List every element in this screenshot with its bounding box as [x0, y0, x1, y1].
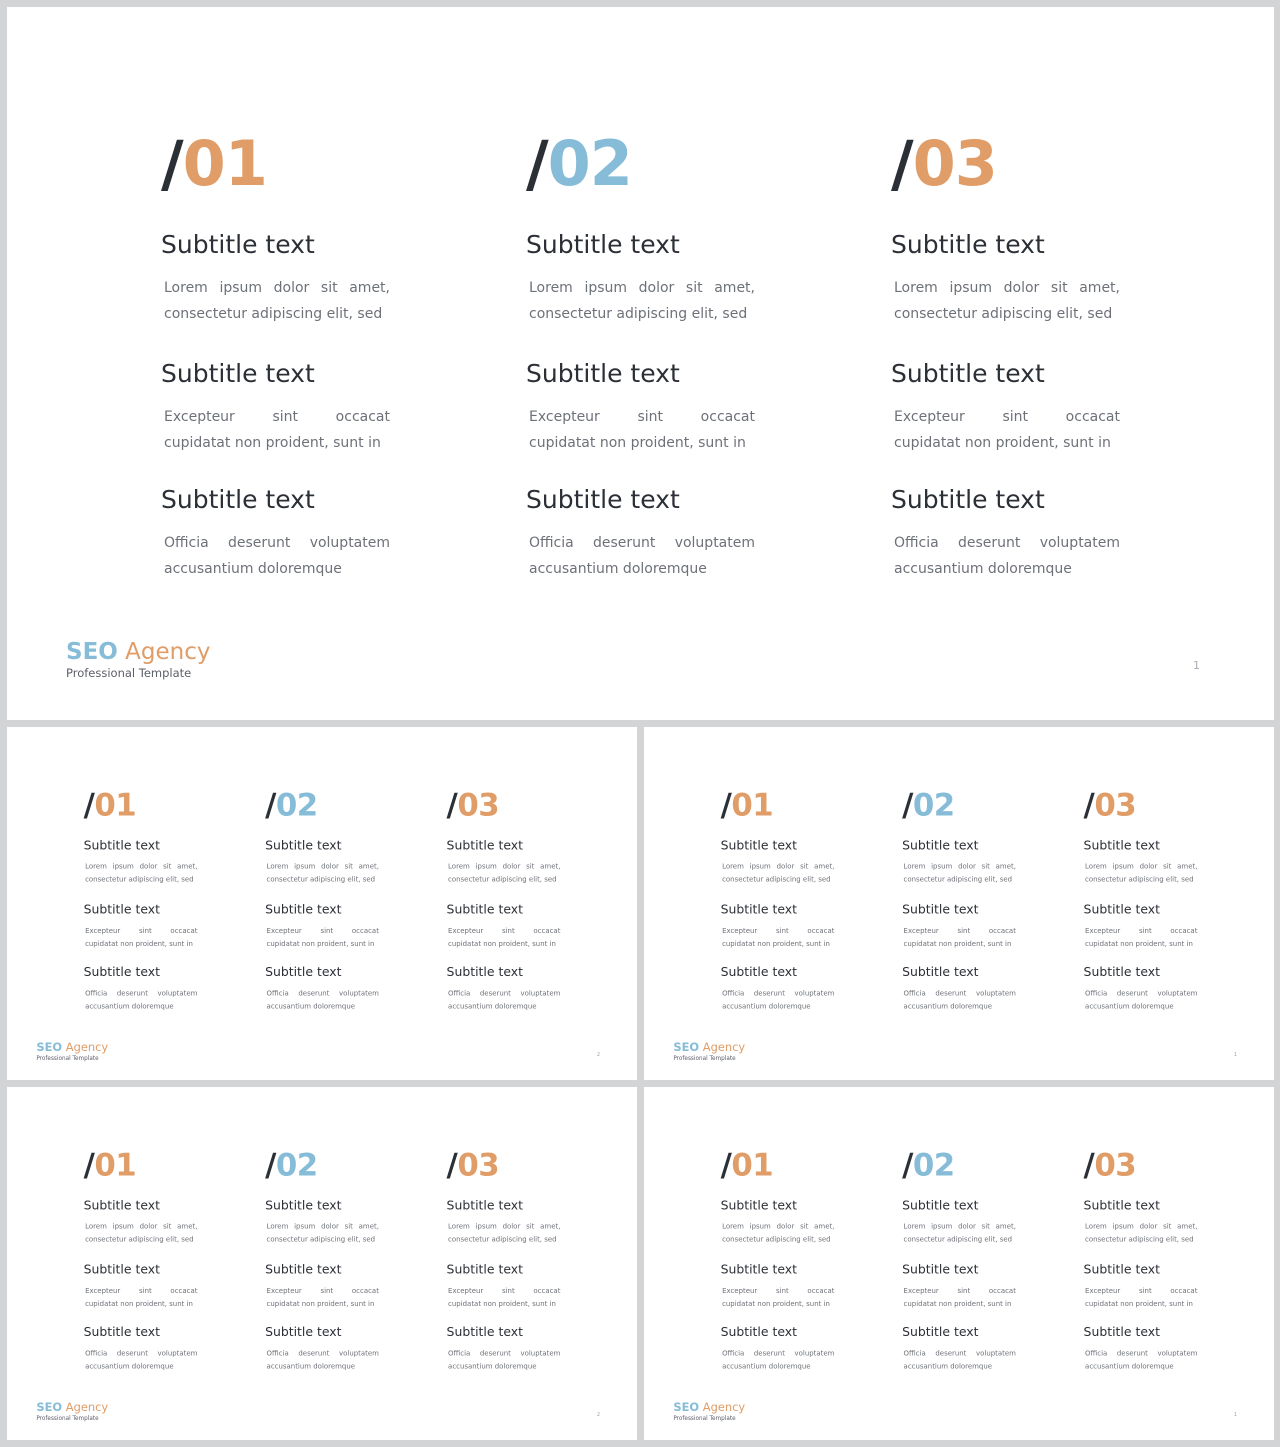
brand-agency: Agency [702, 1401, 746, 1415]
number-digits: 03 [912, 127, 997, 200]
subtitle-heading: Subtitle text [83, 1324, 161, 1340]
number-slash: / [161, 127, 183, 200]
subtitle-heading: Subtitle text [265, 1197, 342, 1213]
subtitle-heading: Subtitle text [891, 230, 1045, 259]
subtitle-heading: Subtitle text [265, 1262, 342, 1277]
subtitle-heading: Subtitle text [720, 1324, 798, 1340]
subtitle-heading: Subtitle text [1083, 837, 1161, 853]
body-text: Excepteur sint occacat cupidatat non proident, sunt in [722, 1286, 835, 1308]
section-number [891, 129, 997, 199]
number-digits: 01 [94, 1146, 137, 1183]
subtitle-heading: Subtitle text [902, 1262, 979, 1277]
number-slash: / [83, 1146, 95, 1183]
subtitle-heading: Subtitle text [446, 1262, 524, 1277]
number-slash: / [1083, 786, 1095, 823]
brand-agency: Agency [125, 639, 211, 665]
subtitle-heading: Subtitle text [83, 837, 161, 853]
body-text: Officia deserunt voluptatem accusantium doloremque [1085, 1349, 1198, 1371]
brand-logo [673, 1040, 745, 1055]
subtitle-heading: Subtitle text [161, 230, 315, 259]
subtitle-heading: Subtitle text [891, 485, 1045, 514]
body-text: Officia deserunt voluptatem accusantium doloremque [164, 535, 390, 577]
body-text: Excepteur sint occacat cupidatat non proident, sunt in [903, 1286, 1016, 1308]
subtitle-heading: Subtitle text [161, 359, 315, 388]
section-number [1084, 1148, 1137, 1183]
subtitle-heading: Subtitle text [1083, 1197, 1161, 1213]
body-text: Lorem ipsum dolor sit amet, consectetur adipiscing elit, sed [722, 1222, 835, 1244]
subtitle-heading: Subtitle text [83, 1262, 161, 1277]
body-text: Lorem ipsum dolor sit amet, consectetur adipiscing elit, sed [903, 862, 1016, 884]
body-text: Officia deserunt voluptatem accusantium doloremque [529, 535, 755, 577]
number-digits: 01 [731, 1146, 774, 1183]
subtitle-heading: Subtitle text [720, 837, 798, 853]
number-slash: / [446, 1146, 458, 1183]
number-slash: / [720, 786, 732, 823]
body-text: Lorem ipsum dolor sit amet, consectetur adipiscing elit, sed [448, 1222, 561, 1244]
body-text: Excepteur sint occacat cupidatat non proident, sunt in [903, 926, 1016, 948]
section-number [84, 788, 137, 823]
body-text: Officia deserunt voluptatem accusantium doloremque [722, 989, 835, 1011]
page-number: 1 [1233, 1411, 1238, 1418]
number-slash: / [446, 786, 458, 823]
body-text: Lorem ipsum dolor sit amet, consectetur adipiscing elit, sed [903, 1222, 1016, 1244]
slide-4-thumbnail[interactable] [7, 1087, 637, 1440]
brand-logo [66, 637, 210, 667]
body-text: Lorem ipsum dolor sit amet, consectetur adipiscing elit, sed [448, 862, 561, 884]
number-slash: / [265, 1146, 276, 1183]
subtitle-heading: Subtitle text [1083, 1324, 1161, 1340]
subtitle-heading: Subtitle text [1083, 1262, 1161, 1277]
slide-2-thumbnail[interactable] [7, 727, 637, 1080]
subtitle-heading: Subtitle text [902, 1324, 979, 1340]
subtitle-heading: Subtitle text [1083, 964, 1161, 980]
body-text: Officia deserunt voluptatem accusantium doloremque [903, 989, 1016, 1011]
body-text: Excepteur sint occacat cupidatat non proident, sunt in [266, 1286, 379, 1308]
brand-logo [36, 1400, 108, 1415]
body-text: Officia deserunt voluptatem accusantium doloremque [1085, 989, 1198, 1011]
body-text: Lorem ipsum dolor sit amet, consectetur adipiscing elit, sed [722, 862, 835, 884]
brand-agency: Agency [702, 1041, 746, 1055]
brand-tagline: Professional Template [66, 666, 192, 680]
number-slash: / [891, 127, 913, 200]
number-digits: 02 [547, 127, 632, 200]
body-text: Lorem ipsum dolor sit amet, consectetur adipiscing elit, sed [85, 862, 198, 884]
slide-5-thumbnail[interactable] [644, 1087, 1274, 1440]
body-text: Officia deserunt voluptatem accusantium doloremque [448, 1349, 561, 1371]
brand-agency: Agency [65, 1041, 109, 1055]
section-number [902, 1148, 955, 1183]
number-digits: 03 [1094, 786, 1137, 823]
body-text: Excepteur sint occacat cupidatat non proident, sunt in [85, 1286, 198, 1308]
number-digits: 01 [182, 127, 267, 200]
number-digits: 02 [912, 786, 955, 823]
section-number [526, 129, 632, 199]
subtitle-heading: Subtitle text [720, 902, 798, 917]
body-text: Excepteur sint occacat cupidatat non proident, sunt in [448, 1286, 561, 1308]
brand-seo: SEO [673, 1041, 700, 1055]
brand-logo [673, 1400, 745, 1415]
number-digits: 02 [275, 1146, 318, 1183]
body-text: Lorem ipsum dolor sit amet, consectetur adipiscing elit, sed [1085, 1222, 1198, 1244]
page-number: 2 [596, 1411, 601, 1418]
body-text: Lorem ipsum dolor sit amet, consectetur adipiscing elit, sed [266, 862, 379, 884]
subtitle-heading: Subtitle text [446, 1324, 524, 1340]
slide-content [7, 1087, 637, 1440]
section-number [447, 1148, 500, 1183]
section-number [721, 788, 774, 823]
subtitle-heading: Subtitle text [446, 964, 524, 980]
brand-tagline: Professional Template [673, 1414, 736, 1422]
subtitle-heading: Subtitle text [161, 485, 315, 514]
body-text: Lorem ipsum dolor sit amet, consectetur adipiscing elit, sed [266, 1222, 379, 1244]
subtitle-heading: Subtitle text [83, 964, 161, 980]
number-digits: 02 [275, 786, 318, 823]
number-slash: / [265, 786, 276, 823]
body-text: Lorem ipsum dolor sit amet, consectetur adipiscing elit, sed [529, 280, 755, 322]
section-number [265, 1148, 318, 1183]
number-slash: / [902, 786, 913, 823]
body-text: Excepteur sint occacat cupidatat non proident, sunt in [1085, 1286, 1198, 1308]
slide-1-main[interactable] [7, 7, 1274, 720]
number-digits: 03 [457, 786, 500, 823]
subtitle-heading: Subtitle text [720, 1262, 798, 1277]
brand-logo [36, 1040, 108, 1055]
section-number [265, 788, 318, 823]
section-number [447, 788, 500, 823]
body-text: Officia deserunt voluptatem accusantium doloremque [85, 1349, 198, 1371]
subtitle-heading: Subtitle text [265, 1324, 342, 1340]
body-text: Excepteur sint occacat cupidatat non proident, sunt in [529, 409, 755, 451]
number-slash: / [720, 1146, 732, 1183]
subtitle-heading: Subtitle text [83, 902, 161, 917]
body-text: Lorem ipsum dolor sit amet, consectetur adipiscing elit, sed [1085, 862, 1198, 884]
subtitle-heading: Subtitle text [902, 902, 979, 917]
subtitle-heading: Subtitle text [265, 964, 342, 980]
brand-seo: SEO [66, 639, 118, 665]
body-text: Excepteur sint occacat cupidatat non proident, sunt in [85, 926, 198, 948]
subtitle-heading: Subtitle text [526, 485, 680, 514]
body-text: Officia deserunt voluptatem accusantium doloremque [448, 989, 561, 1011]
slide-content [7, 7, 1274, 720]
subtitle-heading: Subtitle text [265, 902, 342, 917]
slide-content [644, 1087, 1274, 1440]
body-text: Lorem ipsum dolor sit amet, consectetur adipiscing elit, sed [164, 280, 390, 322]
number-slash: / [1083, 1146, 1095, 1183]
body-text: Excepteur sint occacat cupidatat non proident, sunt in [894, 409, 1120, 451]
body-text: Officia deserunt voluptatem accusantium doloremque [903, 1349, 1016, 1371]
body-text: Lorem ipsum dolor sit amet, consectetur adipiscing elit, sed [894, 280, 1120, 322]
subtitle-heading: Subtitle text [83, 1197, 161, 1213]
subtitle-heading: Subtitle text [902, 1197, 979, 1213]
number-slash: / [902, 1146, 913, 1183]
subtitle-heading: Subtitle text [526, 230, 680, 259]
number-digits: 01 [731, 786, 774, 823]
subtitle-heading: Subtitle text [1083, 902, 1161, 917]
brand-seo: SEO [36, 1041, 63, 1055]
subtitle-heading: Subtitle text [526, 359, 680, 388]
slide-content [7, 727, 637, 1080]
body-text: Officia deserunt voluptatem accusantium doloremque [266, 989, 379, 1011]
body-text: Excepteur sint occacat cupidatat non proident, sunt in [448, 926, 561, 948]
body-text: Excepteur sint occacat cupidatat non proident, sunt in [266, 926, 379, 948]
number-digits: 01 [94, 786, 137, 823]
body-text: Excepteur sint occacat cupidatat non proident, sunt in [1085, 926, 1198, 948]
subtitle-heading: Subtitle text [446, 902, 524, 917]
body-text: Excepteur sint occacat cupidatat non proident, sunt in [722, 926, 835, 948]
subtitle-heading: Subtitle text [446, 837, 524, 853]
page-number: 2 [596, 1051, 601, 1058]
subtitle-heading: Subtitle text [902, 837, 979, 853]
number-slash: / [526, 127, 548, 200]
subtitle-heading: Subtitle text [891, 359, 1045, 388]
subtitle-heading: Subtitle text [265, 837, 342, 853]
section-number [84, 1148, 137, 1183]
body-text: Officia deserunt voluptatem accusantium doloremque [85, 989, 198, 1011]
brand-tagline: Professional Template [36, 1054, 99, 1062]
section-number [161, 129, 267, 199]
body-text: Officia deserunt voluptatem accusantium doloremque [722, 1349, 835, 1371]
subtitle-heading: Subtitle text [446, 1197, 524, 1213]
section-number [721, 1148, 774, 1183]
body-text: Excepteur sint occacat cupidatat non proident, sunt in [164, 409, 390, 451]
number-digits: 03 [457, 1146, 500, 1183]
section-number [902, 788, 955, 823]
brand-tagline: Professional Template [36, 1414, 99, 1422]
body-text: Officia deserunt voluptatem accusantium doloremque [894, 535, 1120, 577]
brand-tagline: Professional Template [673, 1054, 736, 1062]
number-digits: 03 [1094, 1146, 1137, 1183]
slide-content [644, 727, 1274, 1080]
section-number [1084, 788, 1137, 823]
brand-agency: Agency [65, 1401, 109, 1415]
body-text: Lorem ipsum dolor sit amet, consectetur adipiscing elit, sed [85, 1222, 198, 1244]
page-number: 1 [1233, 1051, 1238, 1058]
number-slash: / [83, 786, 95, 823]
subtitle-heading: Subtitle text [720, 1197, 798, 1213]
brand-seo: SEO [36, 1401, 63, 1415]
body-text: Officia deserunt voluptatem accusantium doloremque [266, 1349, 379, 1371]
brand-seo: SEO [673, 1401, 700, 1415]
number-digits: 02 [912, 1146, 955, 1183]
page-number: 1 [1193, 659, 1200, 672]
slide-3-thumbnail[interactable] [644, 727, 1274, 1080]
subtitle-heading: Subtitle text [720, 964, 798, 980]
subtitle-heading: Subtitle text [902, 964, 979, 980]
